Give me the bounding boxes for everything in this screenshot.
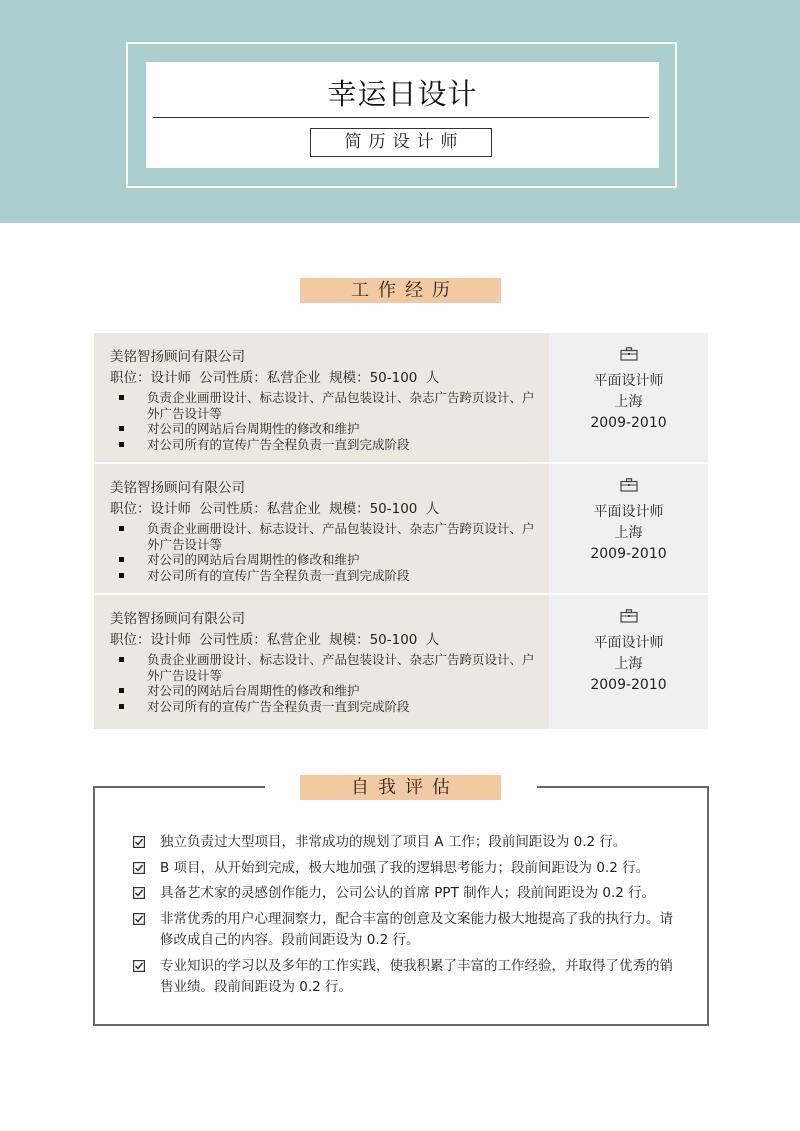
city: 上海 — [614, 525, 643, 541]
self-evaluation-list — [133, 832, 673, 1003]
period: 2009-2010 — [590, 677, 667, 693]
job-summary — [549, 595, 708, 729]
job-summary — [549, 333, 708, 462]
square-bullet-icon — [119, 526, 124, 531]
square-bullet-icon — [119, 557, 124, 562]
checkbox-checked-icon — [133, 836, 145, 848]
title-divider — [153, 117, 649, 118]
job-details — [94, 595, 549, 729]
duty-list — [110, 521, 549, 583]
evaluation-item: 非常优秀的用户心理洞察力，配合丰富的创意及文案能力极大地提高了我的执行力。请修改成自己的内容。段前间距设为 0.2 行。 — [133, 909, 673, 952]
square-bullet-icon — [119, 704, 124, 709]
job-meta: 职位：设计师 公司性质：私营企业 规模：50-100 人 — [110, 370, 440, 386]
job-title-badge: 简历设计师 — [310, 128, 492, 157]
box-top-border-left — [93, 786, 265, 788]
header-card — [146, 62, 659, 168]
job-entry — [94, 464, 708, 595]
period: 2009-2010 — [590, 546, 667, 562]
job-entry — [94, 595, 708, 729]
square-bullet-icon — [119, 657, 124, 662]
role: 平面设计师 — [593, 635, 664, 651]
briefcase-icon — [620, 347, 638, 361]
company-name: 美铭智扬顾问有限公司 — [110, 349, 245, 365]
section-title-work: 工作经历 — [300, 278, 501, 303]
evaluation-item: 独立负责过大型项目，非常成功的规划了项目 A 工作；段前间距设为 0.2 行。 — [133, 832, 673, 854]
evaluation-item: 具备艺术家的灵感创作能力，公司公认的首席 PPT 制作人；段前间距设为 0.2 行。 — [133, 883, 673, 905]
duty-item: 负责企业画册设计、标志设计、产品包装设计、杂志广告跨页设计、户外广告设计等 — [110, 652, 540, 683]
duty-item: 对公司的网站后台周期性的修改和维护 — [110, 683, 540, 699]
role: 平面设计师 — [593, 504, 664, 520]
job-details — [94, 464, 549, 593]
briefcase-icon — [620, 609, 638, 623]
city: 上海 — [614, 656, 643, 672]
section-title-self-evaluation: 自我评估 — [300, 775, 501, 800]
job-entry — [94, 333, 708, 464]
checkbox-checked-icon — [133, 913, 145, 925]
square-bullet-icon — [119, 688, 124, 693]
duty-list — [110, 390, 549, 452]
duty-item: 负责企业画册设计、标志设计、产品包装设计、杂志广告跨页设计、户外广告设计等 — [110, 521, 540, 552]
job-meta: 职位：设计师 公司性质：私营企业 规模：50-100 人 — [110, 501, 440, 517]
name-title: 幸运日设计 — [327, 77, 478, 111]
duty-list — [110, 652, 549, 714]
job-summary — [549, 464, 708, 593]
role: 平面设计师 — [593, 373, 664, 389]
checkbox-checked-icon — [133, 960, 145, 972]
job-meta: 职位：设计师 公司性质：私营企业 规模：50-100 人 — [110, 632, 440, 648]
duty-item: 对公司所有的宣传广告全程负责一直到完成阶段 — [110, 699, 540, 715]
evaluation-item: B 项目，从开始到完成，极大地加强了我的逻辑思考能力；段前间距设为 0.2 行。 — [133, 858, 673, 880]
city: 上海 — [614, 394, 643, 410]
square-bullet-icon — [119, 442, 124, 447]
checkbox-checked-icon — [133, 887, 145, 899]
company-name: 美铭智扬顾问有限公司 — [110, 480, 245, 496]
square-bullet-icon — [119, 426, 124, 431]
period: 2009-2010 — [590, 415, 667, 431]
duty-item: 对公司所有的宣传广告全程负责一直到完成阶段 — [110, 568, 540, 584]
briefcase-icon — [620, 478, 638, 492]
duty-item: 对公司的网站后台周期性的修改和维护 — [110, 552, 540, 568]
company-name: 美铭智扬顾问有限公司 — [110, 611, 245, 627]
evaluation-item: 专业知识的学习以及多年的工作实践，使我积累了丰富的工作经验，并取得了优秀的销售业绩。段前间距设为 0.2 行。 — [133, 956, 673, 999]
square-bullet-icon — [119, 395, 124, 400]
duty-item: 对公司所有的宣传广告全程负责一直到完成阶段 — [110, 437, 540, 453]
checkbox-checked-icon — [133, 862, 145, 874]
work-experience-table — [94, 333, 708, 729]
duty-item: 负责企业画册设计、标志设计、产品包装设计、杂志广告跨页设计、户外广告设计等 — [110, 390, 540, 421]
duty-item: 对公司的网站后台周期性的修改和维护 — [110, 421, 540, 437]
square-bullet-icon — [119, 573, 124, 578]
box-top-border-right — [537, 786, 709, 788]
job-details — [94, 333, 549, 462]
